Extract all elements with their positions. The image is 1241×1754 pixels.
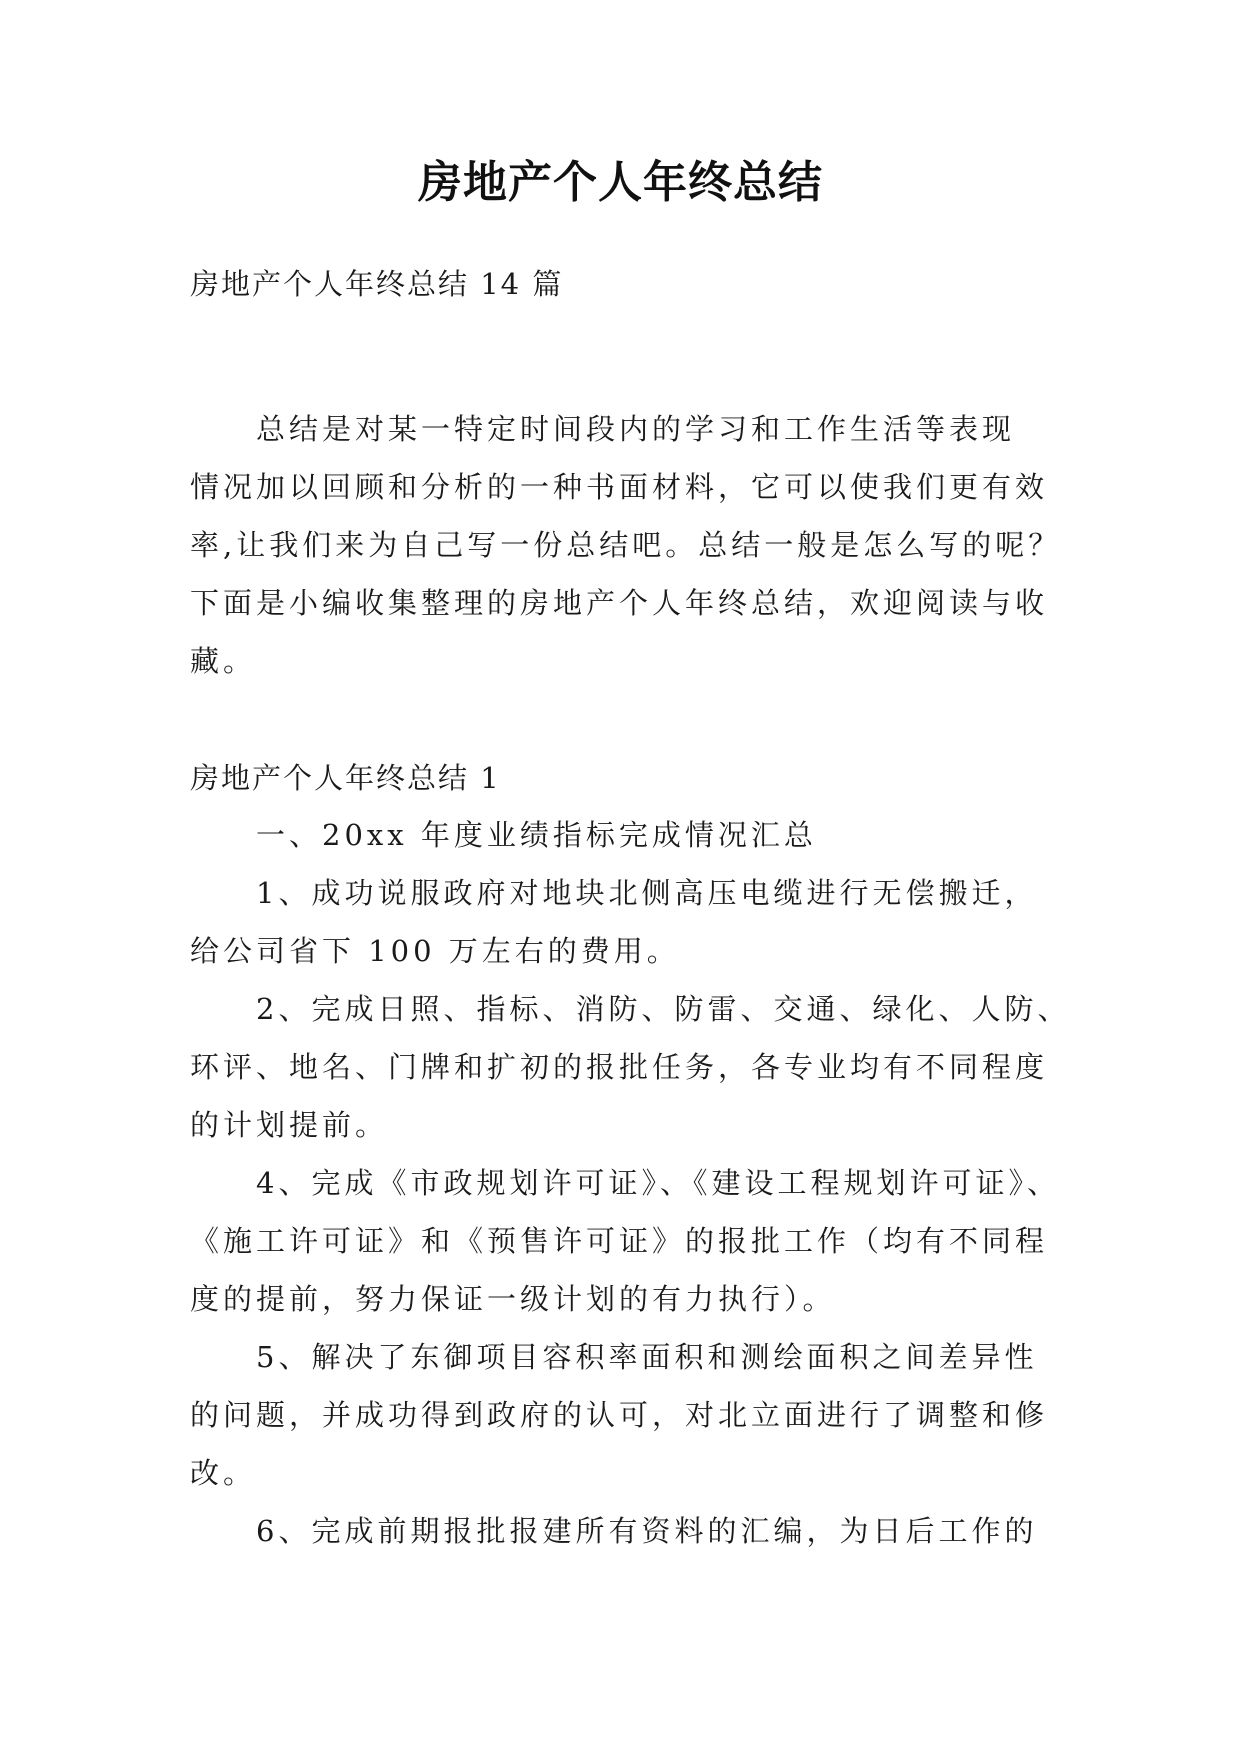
list-item-line: 2、完成日照、指标、消防、防雷、交通、绿化、人防、 [256,992,1071,1026]
section-title: 房地产个人年终总结 1 [190,761,501,795]
list-item-line: 给公司省下 100 万左右的费用。 [190,934,680,968]
intro-line: 率,让我们来为自己写一份总结吧。总结一般是怎么写的呢？ [190,528,1062,562]
intro-line: 下面是小编收集整理的房地产个人年终总结，欢迎阅读与收 [190,586,1049,620]
list-item-line: 《施工许可证》和《预售许可证》的报批工作（均有不同程 [190,1224,1049,1258]
document-subtitle: 房地产个人年终总结 14 篇 [190,267,564,301]
section-heading: 一、20xx 年度业绩指标完成情况汇总 [256,818,817,852]
document-title: 房地产个人年终总结 [418,157,823,208]
list-item-line: 的问题，并成功得到政府的认可，对北立面进行了调整和修 [190,1398,1049,1432]
list-item-line: 4、完成《市政规划许可证》、《建设工程规划许可证》、 [256,1166,1060,1200]
intro-line: 总结是对某一特定时间段内的学习和工作生活等表现 [256,412,1016,446]
list-item-line: 环评、地名、门牌和扩初的报批任务，各专业均有不同程度 [190,1050,1049,1084]
list-item-line: 的计划提前。 [190,1108,389,1142]
list-item-line: 6、完成前期报批报建所有资料的汇编，为日后工作的 [256,1514,1038,1548]
intro-line: 情况加以回顾和分析的一种书面材料，它可以使我们更有效 [190,470,1049,504]
list-item-line: 度的提前，努力保证一级计划的有力执行）。 [190,1282,836,1316]
list-item-line: 1、成功说服政府对地块北侧高压电缆进行无偿搬迁， [256,876,1038,910]
list-item-line: 改。 [190,1456,257,1490]
list-item-line: 5、解决了东御项目容积率面积和测绘面积之间差异性 [256,1340,1038,1374]
intro-line: 藏。 [190,644,257,678]
